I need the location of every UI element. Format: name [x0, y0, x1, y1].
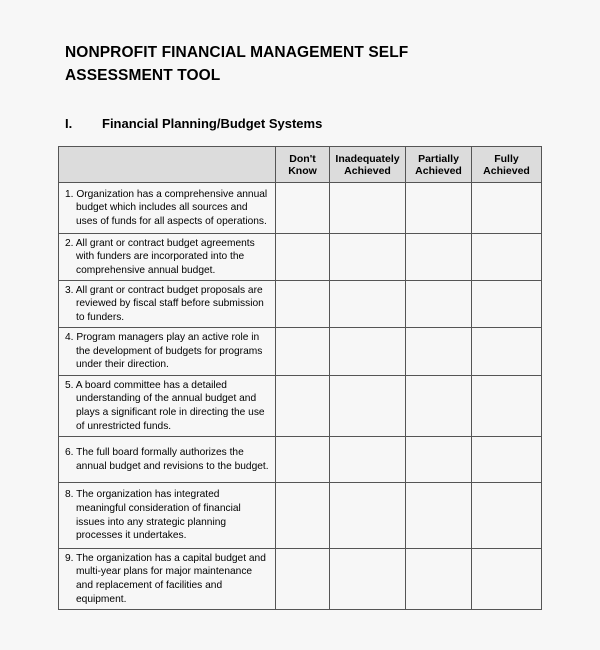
dont-know-cell[interactable]	[276, 483, 330, 549]
table-row	[59, 281, 542, 328]
assessment-item	[59, 281, 276, 328]
table-row	[59, 376, 542, 437]
table-row	[59, 549, 542, 610]
dont-know-cell[interactable]	[276, 328, 330, 376]
dont-know-cell[interactable]	[276, 549, 330, 610]
partially-achieved-cell[interactable]	[406, 328, 472, 376]
assessment-table	[58, 146, 542, 610]
header-label: Partially	[418, 152, 459, 165]
dont-know-cell[interactable]	[276, 234, 330, 281]
assessment-item-text: 4. Program managers play an active role in the development of budgets for programs under their direction.	[65, 332, 263, 371]
assessment-item-text: 1. Organization has a comprehensive annual budget which includes all sources and uses of funds for all aspects of operations.	[65, 188, 268, 227]
header-inadequately-achieved	[330, 147, 406, 183]
fully-achieved-cell[interactable]	[472, 483, 542, 549]
section-number: I.	[65, 116, 73, 131]
fully-achieved-cell[interactable]	[472, 234, 542, 281]
partially-achieved-cell[interactable]	[406, 549, 472, 610]
header-label: Know	[288, 164, 317, 177]
fully-achieved-cell[interactable]	[472, 328, 542, 376]
header-item-column	[59, 147, 276, 183]
partially-achieved-cell[interactable]	[406, 281, 472, 328]
dont-know-cell[interactable]	[276, 281, 330, 328]
header-partially-achieved	[406, 147, 472, 183]
header-label: Achieved	[415, 164, 462, 177]
table-row	[59, 183, 542, 234]
fully-achieved-cell[interactable]	[472, 549, 542, 610]
partially-achieved-cell[interactable]	[406, 483, 472, 549]
header-dont-know	[276, 147, 330, 183]
table-header-row	[59, 147, 542, 183]
header-label: Achieved	[483, 164, 530, 177]
header-fully-achieved	[472, 147, 542, 183]
section-heading	[65, 115, 322, 133]
assessment-item	[59, 234, 276, 281]
assessment-item	[59, 328, 276, 376]
assessment-item	[59, 483, 276, 549]
header-label: Inadequately	[335, 152, 400, 165]
assessment-item	[59, 437, 276, 483]
document-title-line-1: NONPROFIT FINANCIAL MANAGEMENT SELF	[65, 44, 409, 61]
document-title-line-2: ASSESSMENT TOOL	[65, 67, 221, 84]
inadequately-achieved-cell[interactable]	[330, 183, 406, 234]
dont-know-cell[interactable]	[276, 376, 330, 437]
table-row	[59, 437, 542, 483]
assessment-item-text: 3. All grant or contract budget proposals are reviewed by fiscal staff before submission to funders.	[65, 284, 264, 323]
table-row	[59, 234, 542, 281]
inadequately-achieved-cell[interactable]	[330, 483, 406, 549]
assessment-item	[59, 376, 276, 437]
header-label: Achieved	[344, 164, 391, 177]
fully-achieved-cell[interactable]	[472, 281, 542, 328]
partially-achieved-cell[interactable]	[406, 437, 472, 483]
assessment-item-text: 5. A board committee has a detailed understanding of the annual budget and plays a significant role in directing the use of unrestricted funds.	[65, 379, 265, 432]
fully-achieved-cell[interactable]	[472, 437, 542, 483]
inadequately-achieved-cell[interactable]	[330, 376, 406, 437]
assessment-item-text: 8. The organization has integrated meaningful consideration of financial issues into any strategic planning processes it undertakes.	[65, 489, 241, 542]
document-title	[65, 41, 545, 87]
header-label: Fully	[494, 152, 519, 165]
header-label: Don't	[289, 152, 316, 165]
inadequately-achieved-cell[interactable]	[330, 549, 406, 610]
assessment-item-text: 9. The organization has a capital budget and multi-year plans for major maintenance and replacement of facilities and equipment.	[65, 552, 266, 605]
inadequately-achieved-cell[interactable]	[330, 281, 406, 328]
partially-achieved-cell[interactable]	[406, 234, 472, 281]
table-row	[59, 483, 542, 549]
assessment-item	[59, 549, 276, 610]
table-row	[59, 328, 542, 376]
fully-achieved-cell[interactable]	[472, 183, 542, 234]
assessment-item	[59, 183, 276, 234]
fully-achieved-cell[interactable]	[472, 376, 542, 437]
dont-know-cell[interactable]	[276, 183, 330, 234]
partially-achieved-cell[interactable]	[406, 183, 472, 234]
inadequately-achieved-cell[interactable]	[330, 328, 406, 376]
partially-achieved-cell[interactable]	[406, 376, 472, 437]
inadequately-achieved-cell[interactable]	[330, 234, 406, 281]
assessment-item-text: 2. All grant or contract budget agreements with funders are incorporated into the comprehensive annual budget.	[65, 237, 255, 276]
section-title: Financial Planning/Budget Systems	[102, 116, 323, 131]
inadequately-achieved-cell[interactable]	[330, 437, 406, 483]
assessment-item-text: 6. The full board formally authorizes the annual budget and revisions to the budget.	[65, 446, 269, 472]
dont-know-cell[interactable]	[276, 437, 330, 483]
